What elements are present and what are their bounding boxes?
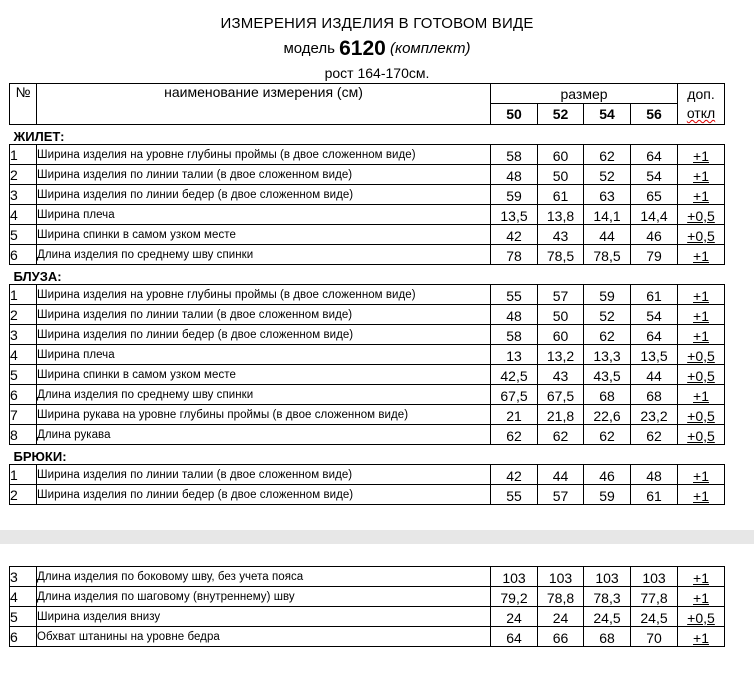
size-value: 13,8 [538, 205, 584, 225]
size-value: 43 [538, 225, 584, 245]
row-number: 5 [10, 607, 37, 627]
size-value: 48 [631, 465, 678, 485]
table-row [10, 345, 725, 365]
row-number: 3 [10, 185, 37, 205]
tolerance-cell [678, 185, 725, 205]
tolerance-cell [678, 285, 725, 305]
size-value: 57 [538, 485, 584, 505]
size-value: 24,5 [584, 607, 631, 627]
size-value: 13 [491, 345, 538, 365]
size-value: 42 [491, 465, 538, 485]
table-row [10, 627, 725, 647]
table-row [10, 465, 725, 485]
size-value: 44 [631, 365, 678, 385]
size-value: 13,5 [491, 205, 538, 225]
size-value: 58 [491, 325, 538, 345]
tolerance-cell [678, 365, 725, 385]
header-name: наименование измерения (см) [37, 84, 491, 125]
tolerance-value: +1 [693, 148, 709, 164]
row-number: 3 [10, 325, 37, 345]
size-value: 62 [631, 425, 678, 445]
tolerance-value: +0,5 [687, 428, 715, 444]
section-row [10, 265, 725, 285]
size-value: 60 [538, 145, 584, 165]
tolerance-value: +1 [693, 188, 709, 204]
table-row [10, 385, 725, 405]
row-number: 4 [10, 205, 37, 225]
size-value: 103 [584, 567, 631, 587]
tolerance-cell [678, 225, 725, 245]
tolerance-value: +1 [693, 248, 709, 264]
measurement-name: Длина изделия по боковому шву, без учета пояса [37, 567, 491, 587]
height-range: рост 164-170см. [324, 65, 430, 81]
size-value: 64 [491, 627, 538, 647]
size-value: 42,5 [491, 365, 538, 385]
tolerance-value: +0,5 [687, 408, 715, 424]
row-number: 6 [10, 385, 37, 405]
size-value: 14,4 [631, 205, 678, 225]
tolerance-cell [678, 425, 725, 445]
tolerance-cell [678, 627, 725, 647]
size-value: 62 [584, 325, 631, 345]
measurement-name: Длина изделия по шаговому (внутреннему) шву [37, 587, 491, 607]
row-number: 5 [10, 225, 37, 245]
table-row [10, 425, 725, 445]
tolerance-line2 [678, 104, 724, 123]
measurement-name: Ширина спинки в самом узком месте [37, 365, 491, 385]
table-row [10, 365, 725, 385]
row-number: 6 [10, 245, 37, 265]
tolerance-value: +0,5 [687, 348, 715, 364]
table-row [10, 587, 725, 607]
tolerance-value: +0,5 [687, 610, 715, 626]
tolerance-value: +1 [693, 488, 709, 504]
size-value: 62 [538, 425, 584, 445]
tolerance-value: +0,5 [687, 368, 715, 384]
size-value: 13,5 [631, 345, 678, 365]
size-value: 59 [491, 185, 538, 205]
size-value: 52 [584, 305, 631, 325]
tolerance-value: +1 [693, 570, 709, 586]
size-value: 64 [631, 325, 678, 345]
tolerance-value: +0,5 [687, 228, 715, 244]
tolerance-cell [678, 145, 725, 165]
size-value: 67,5 [538, 385, 584, 405]
table-row [10, 205, 725, 225]
measurement-name: Обхват штанины на уровне бедра [37, 627, 491, 647]
measurement-name: Длина изделия по среднему шву спинки [37, 385, 491, 405]
size-value: 66 [538, 627, 584, 647]
tolerance-value: +1 [693, 168, 709, 184]
row-number: 2 [10, 485, 37, 505]
size-col-header: 50 [491, 104, 538, 125]
size-value: 22,6 [584, 405, 631, 425]
model-suffix: (комплект) [390, 40, 471, 57]
size-value: 78,3 [584, 587, 631, 607]
header-num: № [10, 84, 37, 125]
size-value: 78,8 [538, 587, 584, 607]
measurement-name: Ширина изделия по линии талии (в двое сложенном виде) [37, 165, 491, 185]
tolerance-cell [678, 165, 725, 185]
size-value: 21 [491, 405, 538, 425]
measurement-name: Ширина изделия на уровне глубины проймы (в двое сложенном виде) [37, 285, 491, 305]
model-number: 6120 [339, 37, 386, 60]
tolerance-value: +1 [693, 328, 709, 344]
measurement-name: Ширина изделия по линии бедер (в двое сложенном виде) [37, 325, 491, 345]
tolerance-cell [678, 245, 725, 265]
header-tolerance [678, 84, 725, 125]
size-value: 58 [491, 145, 538, 165]
size-col-header: 56 [631, 104, 678, 125]
row-number: 6 [10, 627, 37, 647]
tolerance-line1: доп. [687, 86, 715, 102]
size-value: 60 [538, 325, 584, 345]
table-row [10, 567, 725, 587]
tolerance-line2-text: откл [686, 105, 716, 121]
size-value: 54 [631, 165, 678, 185]
size-value: 44 [538, 465, 584, 485]
size-value: 68 [584, 627, 631, 647]
measurement-name: Ширина рукава на уровне глубины проймы (в двое сложенном виде) [37, 405, 491, 425]
table-row [10, 185, 725, 205]
size-value: 55 [491, 485, 538, 505]
tolerance-value: +0,5 [687, 208, 715, 224]
size-value: 63 [584, 185, 631, 205]
row-number: 7 [10, 405, 37, 425]
size-value: 44 [584, 225, 631, 245]
section-row [10, 445, 725, 465]
measurement-name: Ширина плеча [37, 205, 491, 225]
measurement-name: Длина изделия по среднему шву спинки [37, 245, 491, 265]
header-size: размер [491, 84, 678, 104]
measurement-name: Ширина плеча [37, 345, 491, 365]
size-value: 23,2 [631, 405, 678, 425]
size-value: 55 [491, 285, 538, 305]
page-break-separator [0, 530, 754, 544]
table-row [10, 145, 725, 165]
measurement-name: Ширина изделия по линии бедер (в двое сложенном виде) [37, 185, 491, 205]
size-value: 78,5 [538, 245, 584, 265]
row-number: 1 [10, 465, 37, 485]
size-value: 21,8 [538, 405, 584, 425]
size-value: 13,2 [538, 345, 584, 365]
size-value: 24 [538, 607, 584, 627]
size-value: 62 [584, 425, 631, 445]
section-title: ЖИЛЕТ: [10, 125, 725, 145]
size-value: 59 [584, 485, 631, 505]
row-number: 2 [10, 305, 37, 325]
size-value: 62 [491, 425, 538, 445]
tolerance-cell [678, 607, 725, 627]
size-value: 79,2 [491, 587, 538, 607]
table-row [10, 225, 725, 245]
size-value: 68 [584, 385, 631, 405]
size-value: 46 [631, 225, 678, 245]
tolerance-value: +1 [693, 590, 709, 606]
tolerance-value: +1 [693, 630, 709, 646]
size-value: 64 [631, 145, 678, 165]
table-row [10, 305, 725, 325]
size-value: 24 [491, 607, 538, 627]
tolerance-cell [678, 587, 725, 607]
tolerance-cell [678, 485, 725, 505]
size-value: 70 [631, 627, 678, 647]
table-row [10, 607, 725, 627]
tolerance-value: +1 [693, 288, 709, 304]
row-number: 3 [10, 567, 37, 587]
size-value: 62 [584, 145, 631, 165]
tolerance-cell [678, 205, 725, 225]
tolerance-cell [678, 305, 725, 325]
tolerance-value: +1 [693, 388, 709, 404]
size-value: 50 [538, 305, 584, 325]
row-number: 1 [10, 145, 37, 165]
measurement-name: Ширина изделия внизу [37, 607, 491, 627]
section-row [10, 125, 725, 145]
size-value: 103 [491, 567, 538, 587]
size-value: 48 [491, 165, 538, 185]
tolerance-cell [678, 345, 725, 365]
measurement-name: Ширина изделия по линии бедер (в двое сложенном виде) [37, 485, 491, 505]
size-col-header: 54 [584, 104, 631, 125]
size-value: 68 [631, 385, 678, 405]
table-row [10, 485, 725, 505]
document-title: ИЗМЕРЕНИЯ ИЗДЕЛИЯ В ГОТОВОМ ВИДЕ [220, 15, 534, 32]
size-value: 50 [538, 165, 584, 185]
size-value: 43 [538, 365, 584, 385]
row-number: 8 [10, 425, 37, 445]
measurements-table-continued [9, 566, 725, 647]
tolerance-cell [678, 385, 725, 405]
size-value: 43,5 [584, 365, 631, 385]
size-value: 42 [491, 225, 538, 245]
model-line [0, 37, 754, 61]
size-value: 103 [631, 567, 678, 587]
tolerance-cell [678, 405, 725, 425]
measurement-name: Длина рукава [37, 425, 491, 445]
size-value: 13,3 [584, 345, 631, 365]
size-value: 78,5 [584, 245, 631, 265]
table-row [10, 245, 725, 265]
size-col-header: 52 [538, 104, 584, 125]
size-value: 61 [538, 185, 584, 205]
measurement-name: Ширина изделия по линии талии (в двое сложенном виде) [37, 305, 491, 325]
size-value: 78 [491, 245, 538, 265]
size-value: 79 [631, 245, 678, 265]
measurements-table [9, 83, 725, 505]
measurement-name: Ширина изделия по линии талии (в двое сложенном виде) [37, 465, 491, 485]
size-value: 46 [584, 465, 631, 485]
size-value: 61 [631, 285, 678, 305]
section-title: БРЮКИ: [10, 445, 725, 465]
size-value: 48 [491, 305, 538, 325]
row-number: 4 [10, 345, 37, 365]
table-row [10, 165, 725, 185]
row-number: 2 [10, 165, 37, 185]
row-number: 5 [10, 365, 37, 385]
tolerance-value: +1 [693, 308, 709, 324]
row-number: 4 [10, 587, 37, 607]
size-value: 24,5 [631, 607, 678, 627]
section-title: БЛУЗА: [10, 265, 725, 285]
row-number: 1 [10, 285, 37, 305]
size-value: 54 [631, 305, 678, 325]
size-value: 103 [538, 567, 584, 587]
size-value: 59 [584, 285, 631, 305]
size-value: 61 [631, 485, 678, 505]
size-value: 57 [538, 285, 584, 305]
tolerance-value: +1 [693, 468, 709, 484]
table-row [10, 285, 725, 305]
size-value: 14,1 [584, 205, 631, 225]
size-value: 65 [631, 185, 678, 205]
tolerance-cell [678, 325, 725, 345]
measurement-name: Ширина спинки в самом узком месте [37, 225, 491, 245]
measurement-name: Ширина изделия на уровне глубины проймы (в двое сложенном виде) [37, 145, 491, 165]
tolerance-cell [678, 465, 725, 485]
table-row [10, 405, 725, 425]
tolerance-cell [678, 567, 725, 587]
size-value: 67,5 [491, 385, 538, 405]
table-row [10, 325, 725, 345]
size-value: 52 [584, 165, 631, 185]
size-value: 77,8 [631, 587, 678, 607]
model-prefix: модель [283, 40, 335, 57]
